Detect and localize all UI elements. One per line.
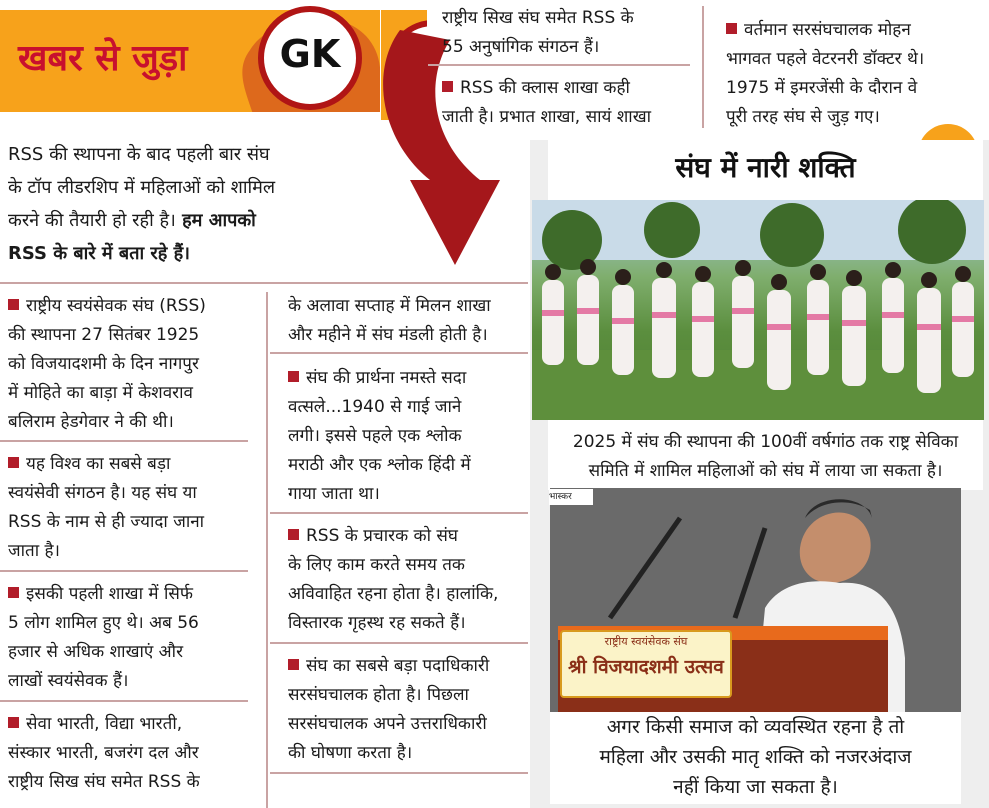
quote-line: महिला और उसकी मातृ शक्ति को नजरअंदाज xyxy=(599,746,912,768)
fact-line: जाता है। xyxy=(8,541,60,561)
column-divider xyxy=(266,292,268,808)
fact-line: के अलावा सप्ताह में मिलन शाखा xyxy=(288,296,491,316)
fact-line: राष्ट्रीय सिख संघ समेत RSS के xyxy=(8,772,200,792)
fact-text: संघ की प्रार्थना नमस्ते सदा xyxy=(306,368,467,388)
podium-sign xyxy=(560,630,732,698)
bullet-square-icon xyxy=(442,81,453,92)
fact-line xyxy=(442,74,692,103)
fact-line: भागवत पहले वेटरनरी डॉक्टर थे। xyxy=(726,49,925,69)
fact-line: संस्कार भारती, बजरंग दल और xyxy=(8,743,199,763)
fact-line: 55 अनुषांगिक संगठन हैं। xyxy=(442,37,600,57)
fact-line: के लिए काम करते समय तक xyxy=(288,555,465,575)
fact-line xyxy=(288,522,528,551)
fact-line: बलिराम हेडगेवार ने की थी। xyxy=(8,412,174,432)
bullet-square-icon xyxy=(8,717,19,728)
fact-line xyxy=(8,450,263,479)
fact-line xyxy=(288,364,528,393)
intro-paragraph xyxy=(8,138,408,270)
fact-divider xyxy=(0,700,248,702)
fact-line: लगी। इससे पहले एक श्लोक xyxy=(288,426,462,446)
fact-divider xyxy=(270,772,528,774)
podium-org: राष्ट्रीय स्वयंसेवक संघ xyxy=(604,635,688,648)
banner-title: खबर से जुड़ा xyxy=(18,38,188,79)
fact-line xyxy=(8,292,263,321)
fact-text: राष्ट्रीय स्वयंसेवक संघ (RSS) xyxy=(26,296,206,316)
fact-line: राष्ट्रीय सिख संघ समेत RSS के xyxy=(442,8,634,28)
fact-line xyxy=(288,652,528,681)
fact-item xyxy=(8,450,263,566)
intro-line: RSS की स्थापना के बाद पहली बार संघ xyxy=(8,144,270,165)
fact-divider xyxy=(270,512,528,514)
bullet-square-icon xyxy=(8,587,19,598)
fact-line xyxy=(8,710,263,739)
fact-line: सरसंघचालक अपने उत्तराधिकारी xyxy=(288,714,487,734)
bullet-square-icon xyxy=(288,529,299,540)
podium-event: श्री विजयादशमी उत्सव xyxy=(568,656,724,678)
fact-item xyxy=(288,652,528,768)
fact-item xyxy=(8,292,263,437)
column-divider xyxy=(702,6,704,128)
fact-text: सेवा भारती, विद्या भारती, xyxy=(26,714,183,734)
fact-divider xyxy=(270,352,528,354)
fact-divider xyxy=(270,642,528,644)
intro-line xyxy=(8,237,408,270)
fact-divider xyxy=(428,64,690,66)
intro-divider xyxy=(0,282,528,284)
fact-line: स्वयंसेवी संगठन है। यह संघ या xyxy=(8,483,197,503)
fact-line: RSS के नाम से ही ज्यादा जाना xyxy=(8,512,205,532)
fact-line: में मोहिते का बाड़ा में केशवराव xyxy=(8,383,193,403)
fact-line xyxy=(726,16,986,45)
quote-line: अगर किसी समाज को व्यवस्थित रहना है तो xyxy=(606,716,905,738)
gk-badge: GK xyxy=(279,32,341,76)
speaker-photo xyxy=(550,488,961,713)
corner-tag: भास्कर xyxy=(549,489,593,505)
fact-item xyxy=(8,710,263,797)
fact-text: वर्तमान सरसंघचालक मोहन xyxy=(744,20,911,40)
fact-line: गाया जाता था। xyxy=(288,484,380,504)
quote-caption xyxy=(550,712,961,804)
fact-text: RSS की क्लास शाखा कही xyxy=(460,78,630,98)
fact-item xyxy=(288,522,528,638)
quote-line: नहीं किया जा सकता है। xyxy=(673,776,838,798)
drill-figures-illustration xyxy=(532,200,984,420)
intro-line xyxy=(8,204,408,237)
fact-text: इसकी पहली शाखा में सिर्फ xyxy=(26,584,193,604)
intro-bold-text: RSS के बारे में बता रहे हैं। xyxy=(8,243,190,264)
panel-title: संघ में नारी शक्ति xyxy=(675,151,856,184)
fact-divider xyxy=(0,570,248,572)
fact-line xyxy=(8,580,263,609)
fact-item xyxy=(8,580,263,696)
fact-line: लाखों स्वयंसेवक हैं। xyxy=(8,671,129,691)
fact-line: पूरी तरह संघ से जुड़ गए। xyxy=(726,107,880,127)
photo-caption xyxy=(548,428,983,486)
fact-line: की स्थापना 27 सितंबर 1925 xyxy=(8,325,200,345)
fact-line: विस्तारक गृहस्थ रह सकते हैं। xyxy=(288,613,466,633)
bullet-square-icon xyxy=(288,659,299,670)
fact-line: और महीने में संघ मंडली होती है। xyxy=(288,325,488,345)
banner-subline xyxy=(0,112,380,126)
bullet-square-icon xyxy=(726,23,737,34)
fact-continuation xyxy=(288,292,528,350)
women-drill-photo xyxy=(532,200,984,420)
top-mid-snippet xyxy=(442,4,692,62)
fact-line: जाती है। प्रभात शाखा, सायं शाखा xyxy=(442,107,652,127)
caption-line: 2025 में संघ की स्थापना की 100वीं वर्षगांठ तक राष्ट्र सेविका xyxy=(572,432,959,452)
fact-line: मराठी और एक श्लोक हिंदी में xyxy=(288,455,471,475)
fact-line: 5 लोग शामिल हुए थे। अब 56 xyxy=(8,613,199,633)
fact-text: RSS के प्रचारक को संघ xyxy=(306,526,458,546)
fact-line: सरसंघचालक होता है। पिछला xyxy=(288,685,469,705)
bullet-square-icon xyxy=(8,457,19,468)
fact-text: यह विश्व का सबसे बड़ा xyxy=(26,454,171,474)
fact-line: अविवाहित रहना होता है। हालांकि, xyxy=(288,584,499,604)
fact-line: हजार से अधिक शाखाएं और xyxy=(8,642,184,662)
fact-line: की घोषणा करता है। xyxy=(288,743,413,763)
bullet-square-icon xyxy=(8,299,19,310)
fact-line: 1975 में इमरजेंसी के दौरान वे xyxy=(726,78,918,98)
fact-divider xyxy=(0,440,248,442)
fact-line: को विजयादशमी के दिन नागपुर xyxy=(8,354,199,374)
fact-item xyxy=(288,364,528,509)
intro-bold-text: हम आपको xyxy=(175,210,256,231)
caption-line: समिति में शामिल महिलाओं को संघ में लाया जा सकता है। xyxy=(588,461,943,481)
bullet-square-icon xyxy=(288,371,299,382)
fact-line: वत्सले...1940 से गाई जाने xyxy=(288,397,462,417)
top-mid-snippet xyxy=(442,74,692,132)
intro-text: करने की तैयारी हो रही है। xyxy=(8,210,176,231)
intro-line: के टॉप लीडरशिप में महिलाओं को शामिल xyxy=(8,177,276,198)
fact-text: संघ का सबसे बड़ा पदाधिकारी xyxy=(306,656,490,676)
top-right-snippet xyxy=(726,16,986,132)
